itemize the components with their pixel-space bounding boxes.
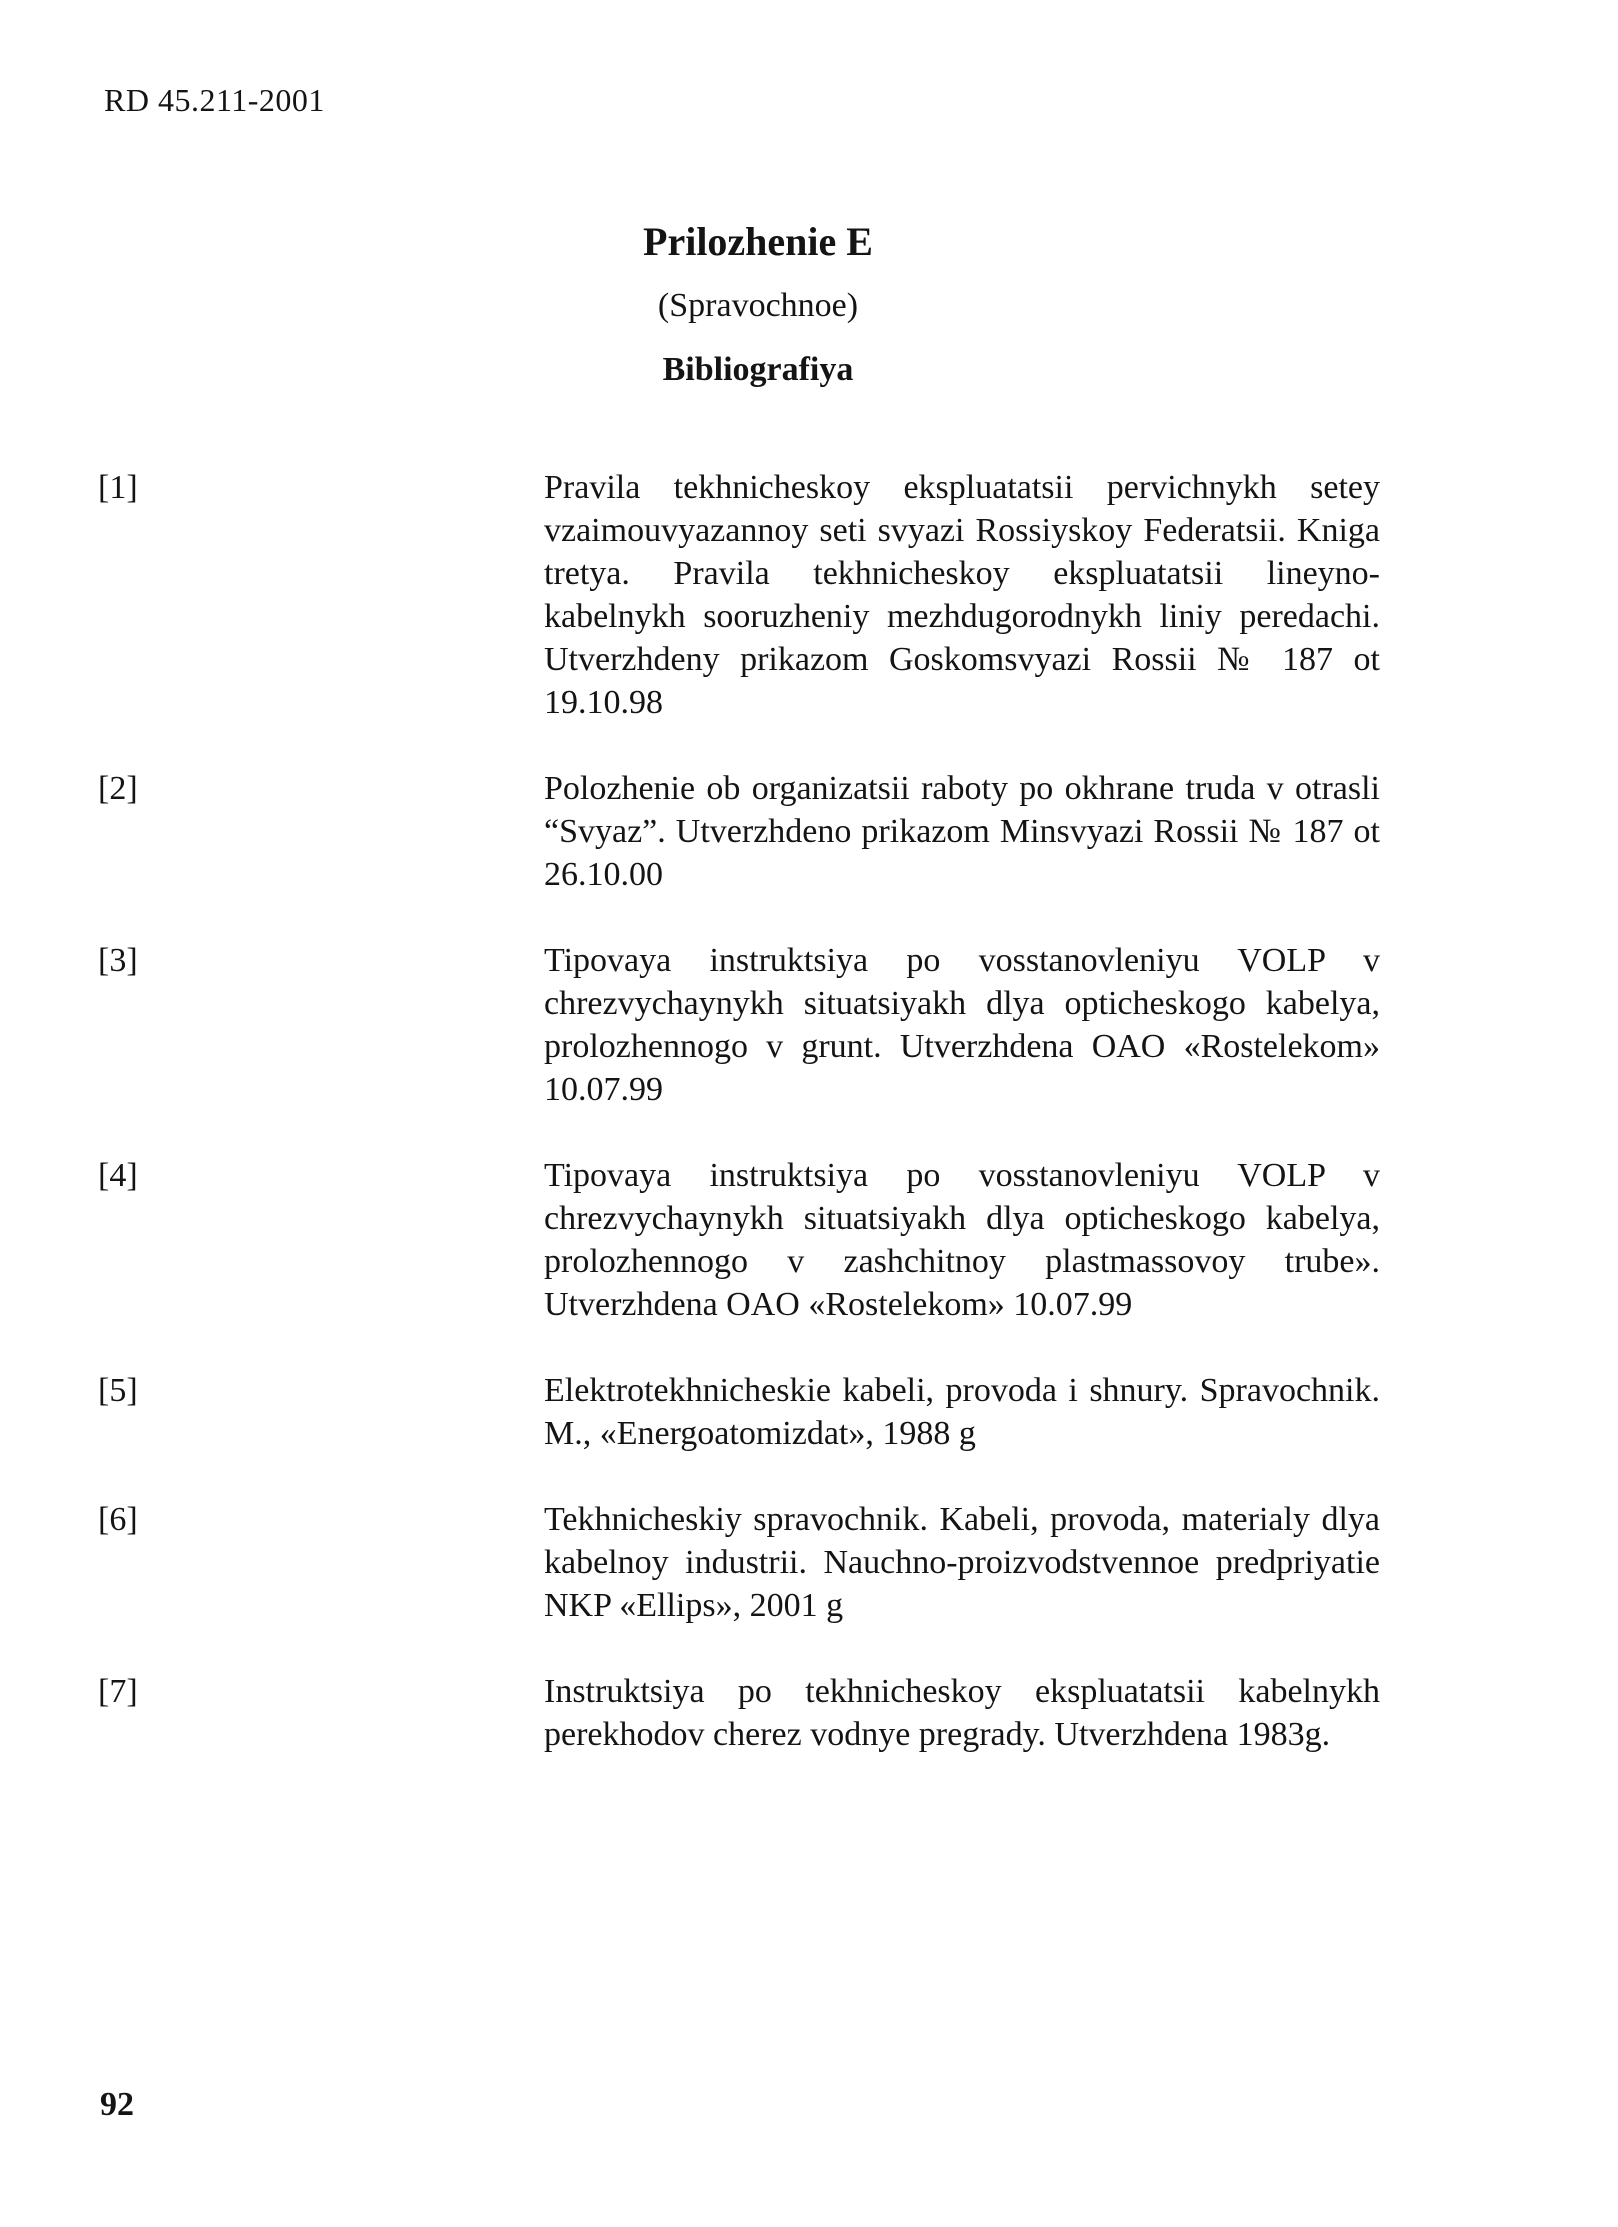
appendix-title-block [0,214,1516,392]
reference-text: Tipovaya instruktsiya po vosstanovleniyu VOLP v chrezvychaynykh situatsiyakh dlya opticheskogo kabelya, prolozhennogo v zashchitnoy plastmassovoy trube». Utverzhdena OAO «Rostelekom» 10.07.99 [544,1157,1380,1323]
bibliography-entry [98,466,1388,724]
reference-number: [4] [98,1157,138,1194]
bibliography-entry [98,1670,1388,1756]
reference-text: Elektrotekhnicheskie kabeli, provoda i shnury. Spravochnik. M., «Energoatomizdat», 1988 g [544,1372,1380,1452]
appendix-kind: (Spravochnoe) [657,287,859,324]
page-number: 92 [100,2086,134,2123]
reference-text: Pravila tekhnicheskoy ekspluatatsii pervichnykh setey vzaimouvyazannoy seti svyazi Rossiyskoy Federatsii. Kniga tretya. Pravila tekhnicheskoy ekspluatatsii lineyno-kabelnykh sooruzheniy mezhdugorodnykh liniy peredachi. Utverzhdeny prikazom Goskomsvyazi Rossii № 187 ot 19.10.98 [544,469,1380,721]
reference-text: Polozhenie ob organizatsii raboty po okhrane truda v otrasli “Svyaz”. Utverzhdeno prikazom Minsvyazi Rossii № 187 ot 26.10.00 [544,770,1380,893]
bibliography-entry [98,939,1388,1111]
bibliography-entry [98,1369,1388,1455]
reference-number: [5] [98,1372,138,1409]
reference-number: [2] [98,770,138,807]
reference-text: Instruktsiya po tekhnicheskoy ekspluatatsii kabelnykh perekhodov cherez vodnye pregrady. Utverzhdena 1983g. [544,1673,1380,1753]
document-code: RD 45.211-2001 [104,82,325,118]
reference-number: [6] [98,1501,138,1538]
reference-text: Tipovaya instruktsiya po vosstanovleniyu VOLP v chrezvychaynykh situatsiyakh dlya opticheskogo kabelya, prolozhennogo v grunt. Utverzhdena OAO «Rostelekom» 10.07.99 [544,942,1380,1108]
bibliography-heading: Bibliografiya [662,351,854,388]
appendix-title: Prilozhenie E [643,219,873,264]
bibliography-entry [98,1154,1388,1326]
reference-text: Tekhnicheskiy spravochnik. Kabeli, provoda, materialy dlya kabelnoy industrii. Nauchno-proizvodstvennoe predpriyatie NKP «Ellips», 2001 g [544,1501,1380,1624]
reference-number: [7] [98,1673,138,1710]
bibliography-entry [98,1498,1388,1627]
reference-number: [3] [98,942,138,979]
bibliography-list [98,466,1388,1799]
bibliography-entry [98,767,1388,896]
reference-number: [1] [98,469,138,506]
